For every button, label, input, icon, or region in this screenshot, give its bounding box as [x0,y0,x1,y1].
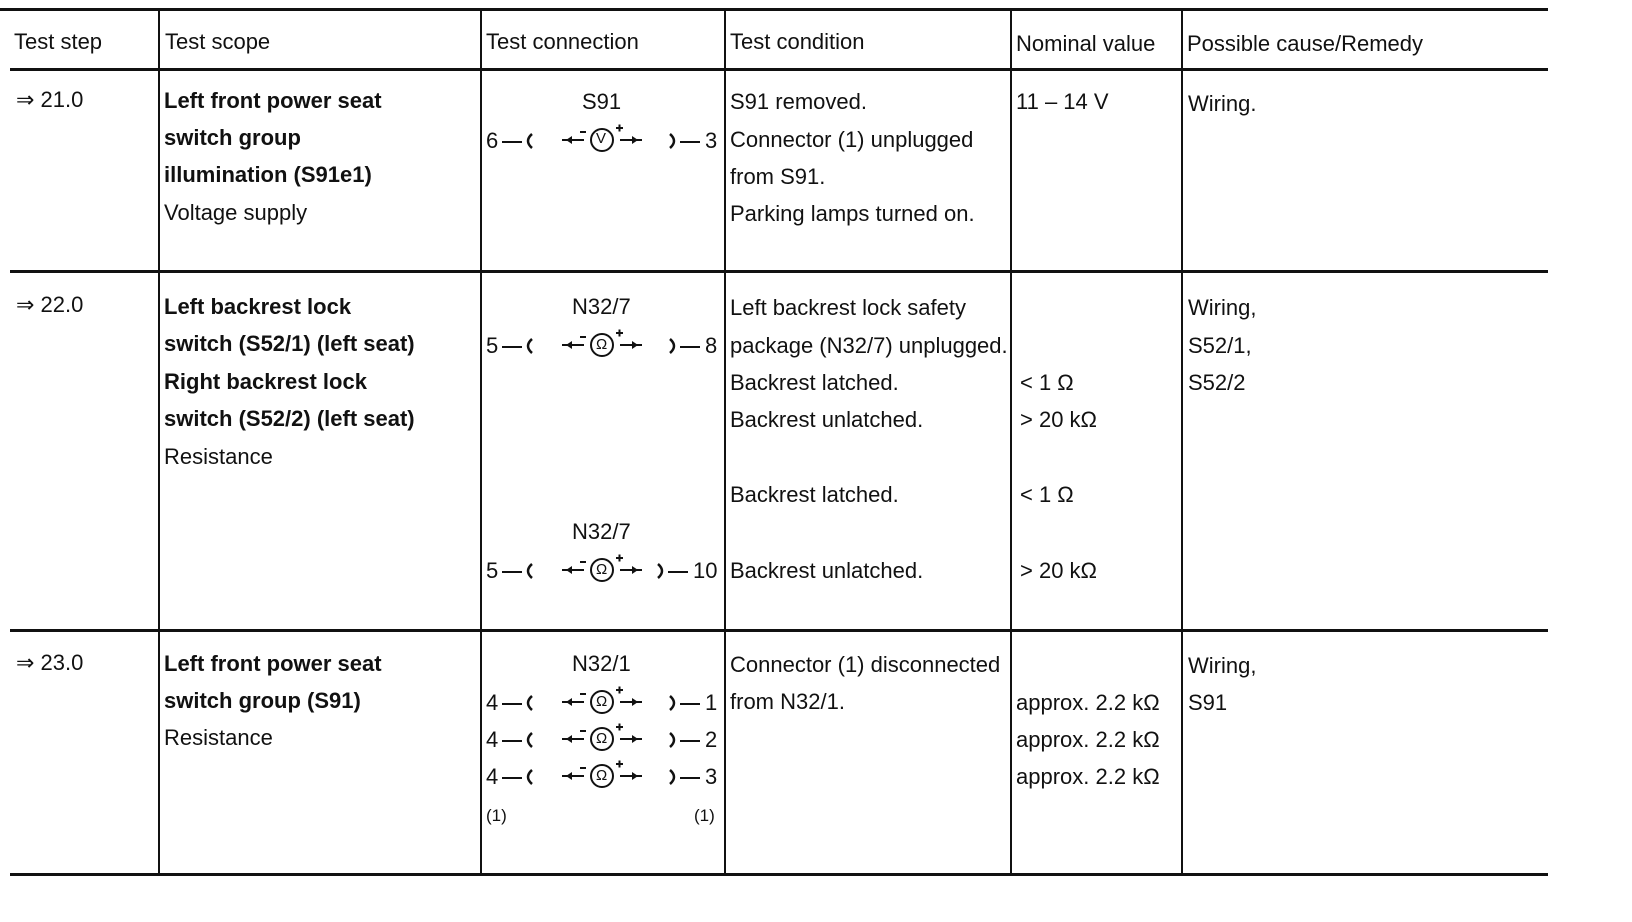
condition-line: Parking lamps turned on. [730,201,975,226]
left-pin: 5 [486,333,499,358]
row-divider-2 [10,629,1548,632]
row-divider-1 [10,270,1548,273]
condition-line: Backrest latched. [730,482,899,507]
condition-line: Backrest unlatched. [730,558,924,583]
nominal-value: approx. 2.2 kΩ [1016,727,1160,752]
nominal-value: approx. 2.2 kΩ [1016,690,1160,715]
scope-title-line: Left front power seat [164,88,382,113]
component-label: N32/1 [572,651,631,676]
table-top-border [0,8,1548,11]
remedy-line: S52/2 [1188,370,1246,395]
meter-symbol: V [596,130,607,147]
left-probe-icon [500,690,540,714]
left-probe-icon [500,128,540,152]
condition-line: Backrest latched. [730,370,899,395]
table-bottom-border [10,873,1548,876]
condition-line: S91 removed. [730,89,867,114]
col-divider-condition [724,10,726,876]
condition-line: Backrest unlatched. [730,407,924,432]
test-step-number: ⇒ 23.0 [16,650,84,675]
right-probe-icon [664,128,704,152]
left-pin: 5 [486,558,499,583]
scope-title-line: Left backrest lock [164,294,352,319]
scope-title-line: Left front power seat [164,651,382,676]
remedy-line: S52/1, [1188,333,1252,358]
right-probe-icon [664,764,704,788]
right-pin: 10 [693,558,718,583]
remedy-line: Wiring. [1188,91,1257,116]
scope-measurement: Resistance [164,725,273,750]
left-pin: 4 [486,727,499,752]
nominal-value: > 20 kΩ [1020,558,1097,583]
col-divider-remedy [1181,10,1183,876]
meter-symbol: Ω [596,767,608,784]
header-test-condition: Test condition [730,29,865,54]
remedy-line: S91 [1188,690,1228,715]
right-pin: 3 [705,128,718,153]
left-pin: 6 [486,128,499,153]
meter-symbol: Ω [596,693,608,710]
header-nominal-value: Nominal value [1016,31,1156,56]
component-label: N32/7 [572,519,631,544]
right-probe-icon [664,333,704,357]
col-divider-scope [158,10,160,876]
left-pin: 4 [486,690,499,715]
meter-symbol: Ω [596,561,608,578]
right-probe-icon [664,690,704,714]
scope-title-line: Right backrest lock [164,369,367,394]
header-bottom-border [10,68,1548,71]
scope-measurement: Voltage supply [164,200,308,225]
condition-line: Connector (1) unplugged [730,127,974,152]
left-probe-icon [500,764,540,788]
scope-measurement: Resistance [164,444,273,469]
header-test-step: Test step [14,29,103,54]
scope-title-line: illumination (S91e1) [164,162,372,187]
nominal-value: > 20 kΩ [1020,407,1097,432]
left-probe-icon [500,333,540,357]
scope-title-line: switch group (S91) [164,688,361,713]
header-test-scope: Test scope [165,29,271,54]
scope-title-line: switch (S52/1) (left seat) [164,331,415,356]
condition-line: package (N32/7) unplugged. [730,333,1008,358]
connector-note: (1) [486,806,507,825]
nominal-value: < 1 Ω [1020,482,1074,507]
right-pin: 2 [705,727,718,752]
left-probe-icon [500,727,540,751]
remedy-line: Wiring, [1188,295,1257,320]
right-probe-icon [664,727,704,751]
remedy-line: Wiring, [1188,653,1257,678]
connector-note: (1) [694,806,715,825]
condition-line: Left backrest lock safety [730,295,966,320]
condition-line: from S91. [730,164,826,189]
condition-line: from N32/1. [730,689,845,714]
scope-title-line: switch (S52/2) (left seat) [164,406,415,431]
left-probe-icon [500,558,540,582]
right-pin: 1 [705,690,718,715]
test-step-number: ⇒ 22.0 [16,292,84,317]
nominal-value: < 1 Ω [1020,370,1074,395]
right-pin: 8 [705,333,718,358]
col-divider-nominal [1010,10,1012,876]
header-possible-cause: Possible cause/Remedy [1187,31,1424,56]
condition-line: Connector (1) disconnected [730,652,1001,677]
component-label: N32/7 [572,294,631,319]
component-label: S91 [582,89,622,114]
header-test-connection: Test connection [486,29,639,54]
right-probe-icon [652,558,692,582]
right-pin: 3 [705,764,718,789]
nominal-value: 11 – 14 V [1016,89,1109,114]
test-step-number: ⇒ 21.0 [16,87,84,112]
col-divider-connection [480,10,482,876]
left-pin: 4 [486,764,499,789]
meter-symbol: Ω [596,336,608,353]
scope-title-line: switch group [164,125,301,150]
meter-symbol: Ω [596,730,608,747]
nominal-value: approx. 2.2 kΩ [1016,764,1160,789]
